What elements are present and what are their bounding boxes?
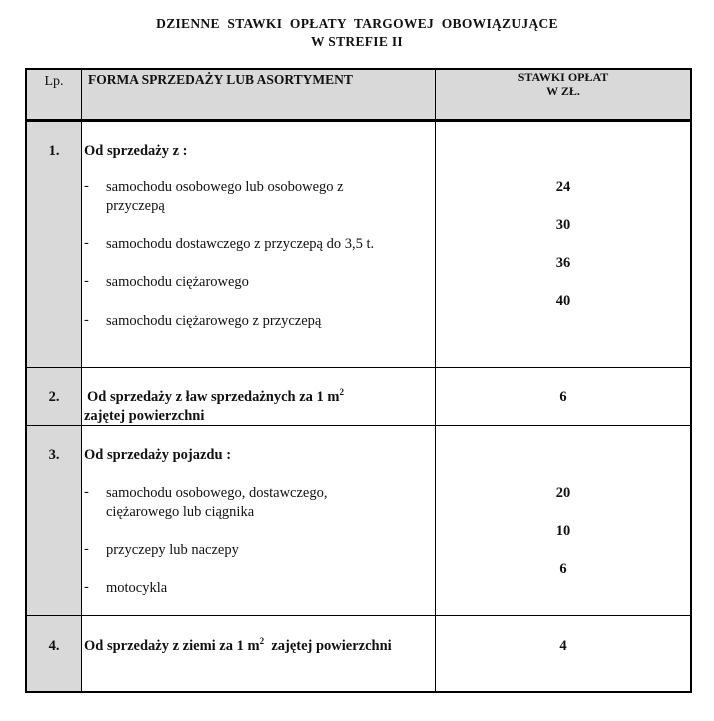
row-divider-3: [25, 615, 692, 616]
header-lp: Lp.: [44, 74, 64, 89]
row1-lp: 1.: [48, 143, 60, 159]
row3-item1-line2: ciężarowego lub ciągnika: [106, 504, 255, 520]
row1-value4: 40: [555, 293, 571, 309]
header-forma: FORMA SPRZEDAŻY LUB ASORTYMENT: [88, 72, 353, 87]
row1-item3-line1: samochodu ciężarowego: [106, 274, 249, 290]
table-border-right: [690, 68, 692, 693]
row2-lp: 2.: [48, 389, 60, 405]
row1-item1-dash: -: [84, 178, 89, 194]
row2-value1: 6: [559, 389, 567, 405]
row3-item3-dash: -: [84, 579, 89, 595]
row3-item2-line1: przyczepy lub naczepy: [106, 542, 239, 558]
row3-item1-dash: -: [84, 484, 89, 500]
row-divider-1: [25, 367, 692, 368]
header-bottom-border: [25, 119, 692, 122]
document-subtitle: W STREFIE II: [311, 34, 403, 49]
row1-item1-line2: przyczepą: [106, 198, 165, 214]
row1-item1-line1: samochodu osobowego lub osobowego z: [106, 179, 344, 195]
row1-value2: 30: [555, 217, 571, 233]
row1-value1: 24: [555, 179, 571, 195]
row1-item3-dash: -: [84, 273, 89, 289]
row4-lp: 4.: [48, 638, 60, 654]
row2-heading-line2: zajętej powierzchni: [84, 408, 205, 424]
document-title: DZIENNE STAWKI OPŁATY TARGOWEJ OBOWIĄZUJĄCE: [156, 16, 558, 31]
column-divider-lp: [81, 68, 82, 693]
row3-item1-line1: samochodu osobowego, dostawczego,: [106, 485, 328, 501]
row4-heading: Od sprzedaży z ziemi za 1 $m^2$ zajętej powierzchni: [84, 636, 392, 654]
table-border-left: [25, 68, 27, 693]
row1-item4-dash: -: [84, 312, 89, 328]
row-divider-2: [25, 425, 692, 426]
row3-value2: 10: [555, 523, 571, 539]
row1-item4-line1: samochodu ciężarowego z przyczepą: [106, 313, 322, 329]
row4-value1: 4: [559, 638, 567, 654]
row3-item3-line1: motocykla: [106, 580, 168, 596]
header-stawki-line2: W ZŁ.: [546, 84, 580, 98]
row2-heading-line1: Od sprzedaży z ław sprzedażnych za 1 $m^2$: [87, 387, 345, 405]
row3-value3: 6: [559, 561, 567, 577]
header-stawki-line1: STAWKI OPŁAT: [517, 70, 609, 84]
row1-item2-dash: -: [84, 235, 89, 251]
row1-heading: Od sprzedaży z :: [84, 143, 188, 159]
row3-heading: Od sprzedaży pojazdu :: [84, 447, 232, 463]
row4-superscript: 2: [259, 636, 265, 646]
row3-lp: 3.: [48, 447, 60, 463]
row1-item2-line1: samochodu dostawczego z przyczepą do 3,5 t.: [106, 236, 375, 252]
table-border-bottom: [25, 691, 692, 693]
lp-column-shading: [26, 121, 82, 692]
column-divider-rates: [435, 68, 436, 693]
row3-value1: 20: [555, 485, 571, 501]
row1-value3: 36: [555, 255, 571, 271]
row3-item2-dash: -: [84, 541, 89, 557]
row2-superscript: 2: [339, 387, 345, 397]
